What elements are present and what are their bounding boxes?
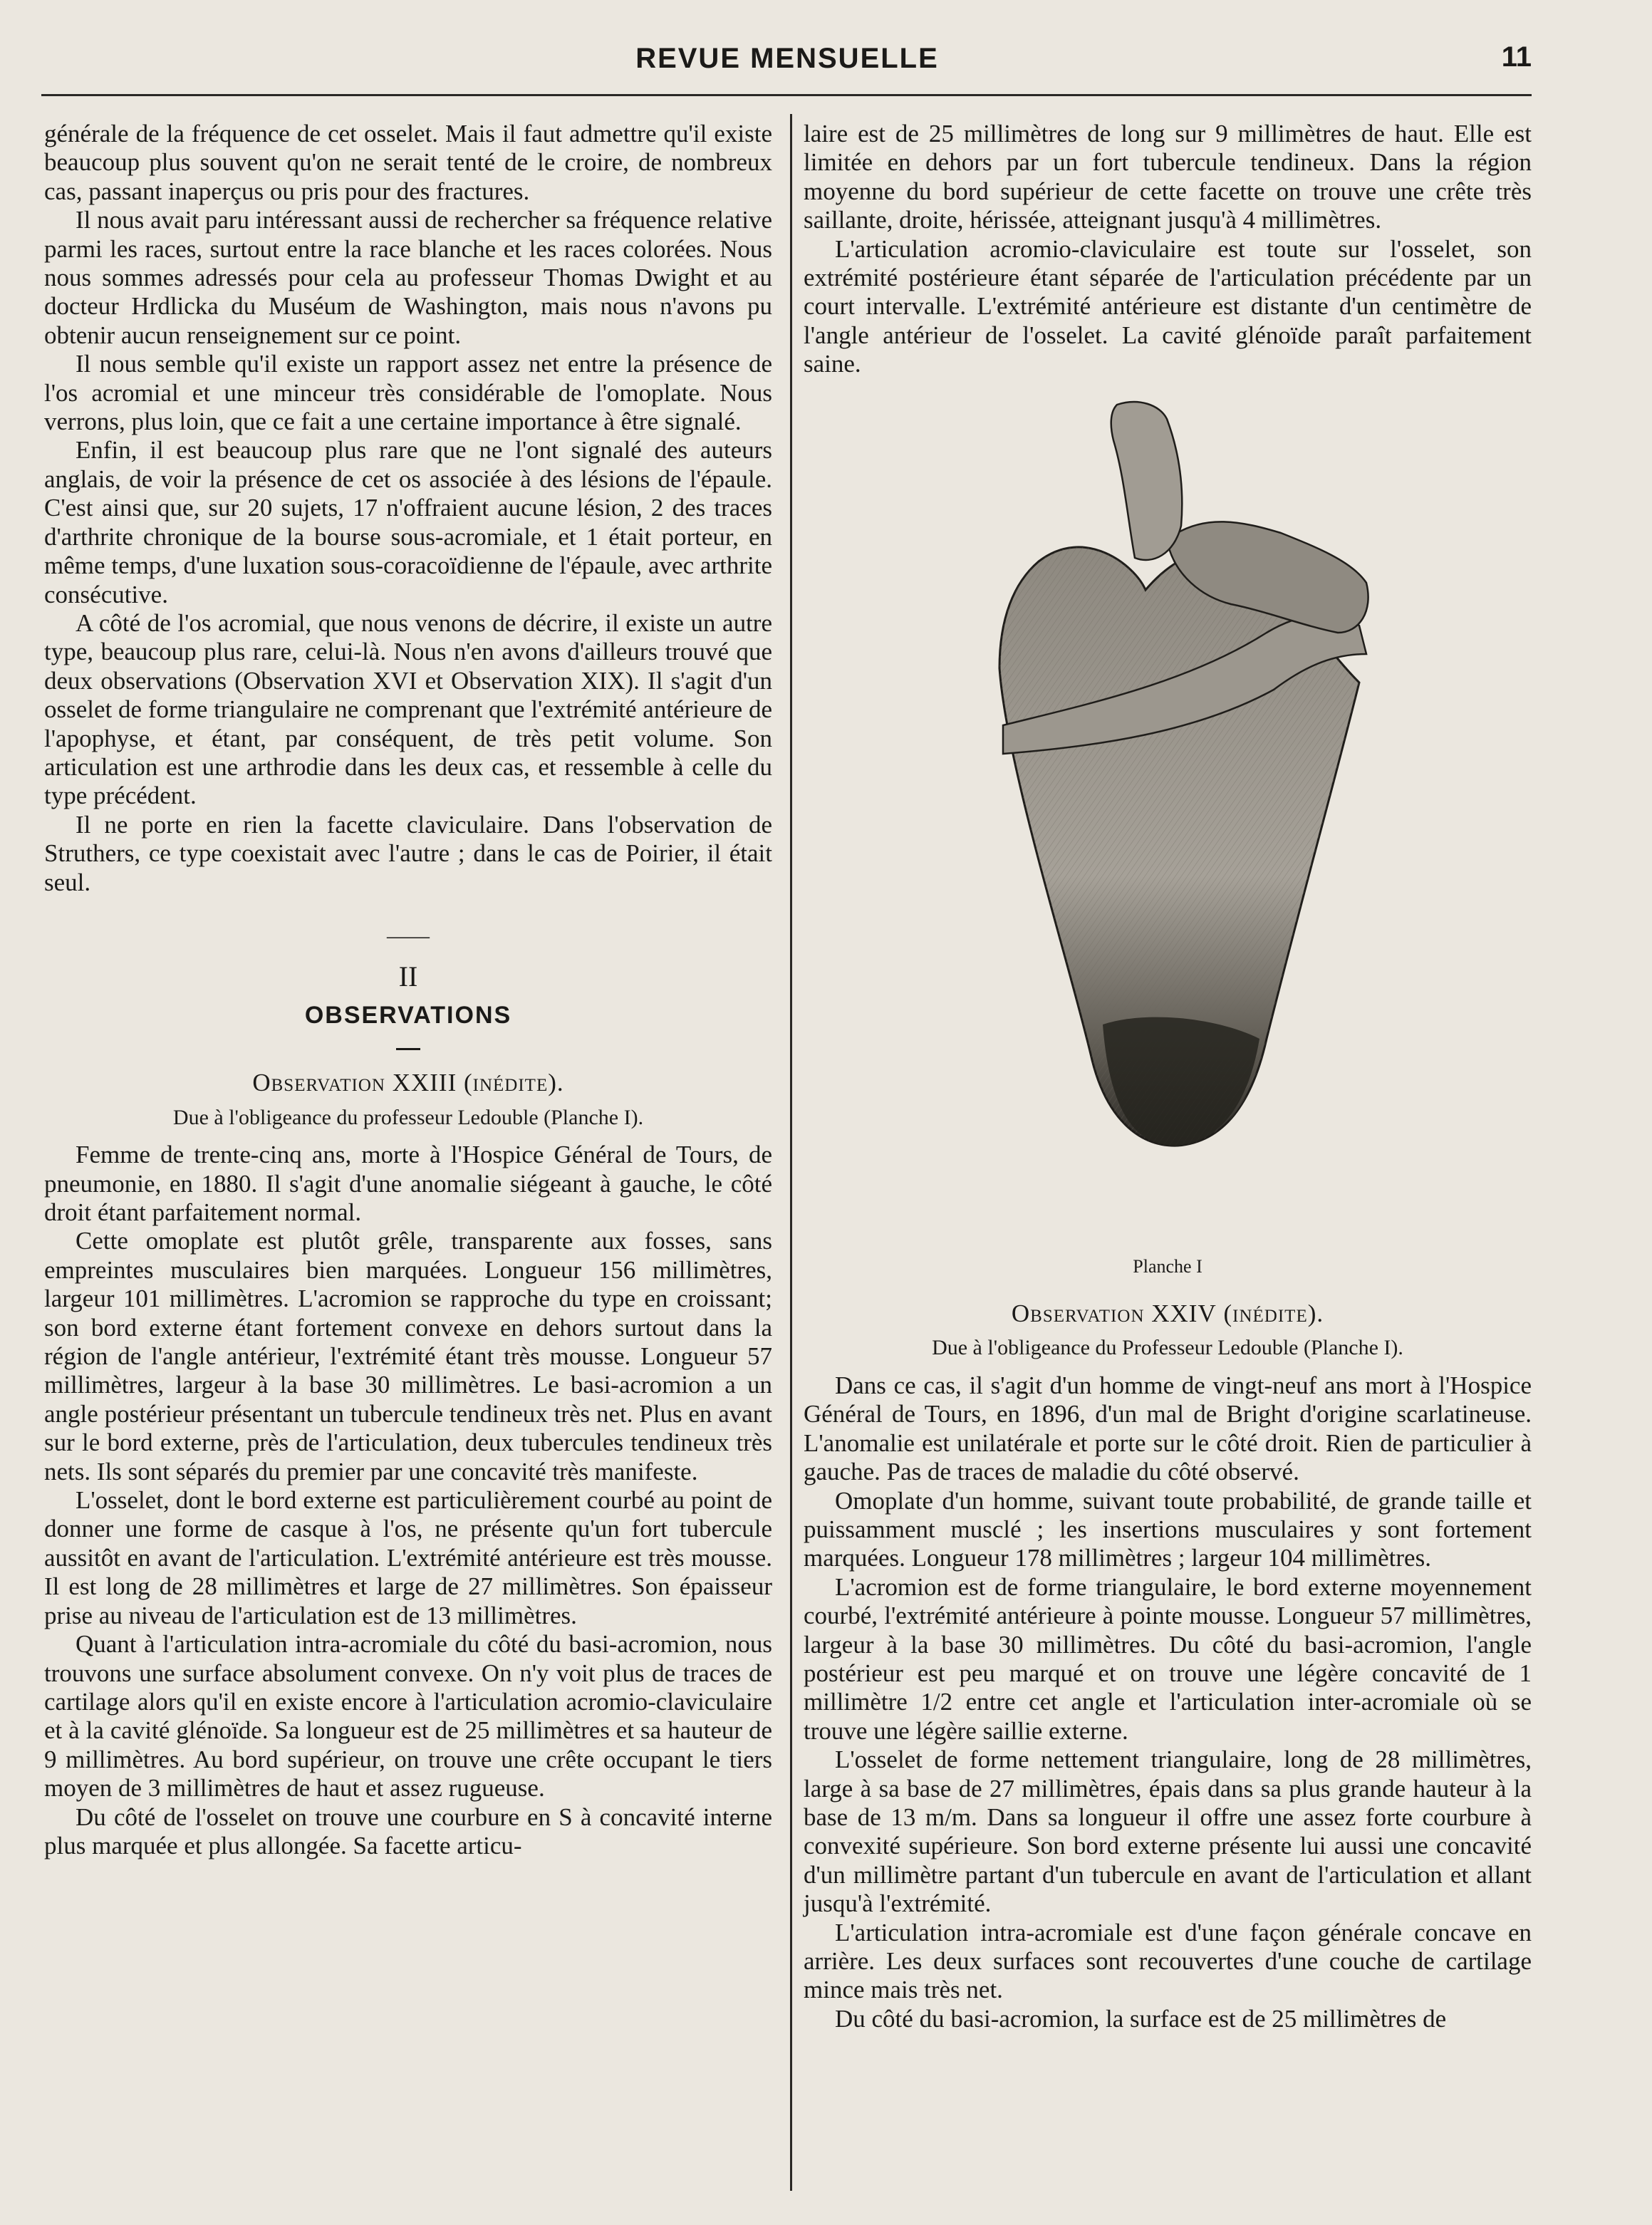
paragraph: Femme de trente-cinq ans, morte à l'Hospice Général de Tours, de pneumonie, en 1880. Il s'agit d'une anomalie siégeant à gauche, le côté droit étant parfaitement normal.: [44, 1141, 772, 1226]
paragraph: Quant à l'articulation intra-acromiale du côté du basi-acromion, nous trouvons une surface absolument convexe. On n'y voit plus de traces de cartilage alors qu'il en existe encore à l'articulation acromio-claviculaire et à la cavité glénoïde. Sa longueur est de 25 millimètres et sa hauteur de 9 millimètres. Au bord supérieur, on trouve une crête occupant le tiers moyen de 3 millimètres de haut et assez rugueuse.: [44, 1630, 772, 1803]
paragraph: générale de la fréquence de cet osselet. Mais il faut admettre qu'il existe beaucoup plus souvent qu'on ne serait tenté de le croire, de nombreux cas, passant inaperçus ou pris pour des fractures.: [44, 120, 772, 205]
observation-name: Observation XXIV: [1011, 1300, 1217, 1328]
right-column: [804, 120, 1532, 2033]
observation-tag: (inédite).: [1223, 1300, 1324, 1328]
paragraph: L'osselet, dont le bord externe est particulièrement courbé au point de donner une forme de casque à l'os, ne présente qu'un fort tubercule aussitôt en avant de l'articulation. L'extrémité antérieure est très mousse. Il est long de 28 millimètres et large de 27 millimètres. Son épaisseur prise au niveau de l'articulation est de 13 millimètres.: [44, 1486, 772, 1629]
paragraph: Dans ce cas, il s'agit d'un homme de vingt-neuf ans mort à l'Hospice Général de Tours, en 1896, d'un mal de Bright d'origine scarlatineuse. L'anomalie est unilatérale et porte sur le côté droit. Rien de particulier à gauche. Pas de traces de maladie du côté observé.: [804, 1371, 1532, 1486]
column-divider: [790, 114, 792, 2191]
section-number: II: [398, 960, 418, 992]
page-header: [43, 37, 1532, 80]
paragraph: Du côté du basi-acromion, la surface est de 25 millimètres de: [835, 2004, 1447, 2033]
paragraph: A côté de l'os acromial, que nous venons de décrire, il existe un autre type, beaucoup plus rare, celui-là. Nous n'en avons d'ailleurs trouvé que deux observations (Observation XVI et Observation XIX). Il s'agit d'un osselet de forme triangulaire ne comprenant que l'extrémité antérieure de l'apophyse, et étant, par conséquent, de très petit volume. Son articulation est une arthrodie dans les deux cas, et ressemble à celle du type précédent.: [44, 608, 772, 810]
page-number: 11: [1501, 41, 1532, 73]
figure-planche-1: [804, 398, 1532, 1238]
section-title: OBSERVATIONS: [304, 1001, 512, 1029]
observation-name: Observation XXIII: [252, 1069, 457, 1097]
scapula-drawing: [932, 398, 1373, 1196]
running-title: REVUE MENSUELLE: [635, 43, 939, 74]
observation-title: [44, 1069, 772, 1097]
observation-subtitle: Due à l'obligeance du professeur Ledouble (Planche I).: [172, 1105, 644, 1129]
paragraph: L'articulation intra-acromiale est d'une façon générale concave en arrière. Les deux surfaces sont recouvertes d'une couche de cartilage mince mais très net.: [804, 1918, 1532, 2004]
paragraph: Il nous avait paru intéressant aussi de rechercher sa fréquence relative parmi les races, surtout entre la race blanche et les races colorées. Nous nous sommes adressés pour cela au professeur Thomas Dwight et au docteur Hrdlicka du Muséum de Washington, mais nous n'avons pu obtenir aucun renseignement sur ce point.: [44, 206, 772, 349]
section-separator: ——: [387, 923, 430, 948]
paragraph: L'acromion est de forme triangulaire, le bord externe moyennement courbé, l'extrémité antérieure à pointe mousse. Longueur 57 millimètres, largeur à la base 30 millimètres. Du côté du basi-acromion, l'angle postérieur est peu marqué et on trouve une légère concavité de 1 millimètre 1/2 entre cet angle et l'articulation inter-acromiale où se trouve une légère saillie externe.: [804, 1572, 1532, 1745]
coracoid-process: [1111, 402, 1183, 560]
paragraph: Omoplate d'un homme, suivant toute probabilité, de grande taille et puissamment musclé ; les insertions musculaires y sont fortement marquées. Longueur 178 millimètres ; largeur 104 millimètres.: [804, 1486, 1532, 1572]
header-rule: [41, 94, 1532, 96]
paragraph: laire est de 25 millimètres de long sur 9 millimètres de haut. Elle est limitée en dehors par un fort tubercule tendineux. Dans la région moyenne du bord supérieur de cette facette on trouve une crête très saillante, droite, hérissée, atteignant jusqu'à 4 millimètres.: [804, 120, 1532, 234]
paragraph: L'articulation acromio-claviculaire est toute sur l'osselet, son extrémité postérieure étant séparée de l'articulation précédente par un court intervalle. L'extrémité antérieure est distante d'un centimètre de l'angle antérieur de l'osselet. La cavité glénoïde paraît parfaitement saine.: [804, 234, 1532, 378]
observation-tag: (inédite).: [464, 1069, 564, 1097]
figure-caption: Planche I: [1133, 1255, 1202, 1277]
left-column: [44, 120, 772, 1860]
paragraph: Enfin, il est beaucoup plus rare que ne l'ont signalé des auteurs anglais, de voir la présence de cet os associée à des lésions de l'épaule. C'est ainsi que, sur 20 sujets, 17 n'offraient aucune lésion, 2 des traces d'arthrite chronique de la bourse sous-acromiale, et 1 était porteur, en même temps, d'une luxation sous-coracoïdienne de l'épaule, avec arthrite consécutive.: [44, 436, 772, 608]
observation-title: [804, 1300, 1532, 1328]
paragraph: Cette omoplate est plutôt grêle, transparente aux fosses, sans empreintes musculaires bien marquées. Longueur 156 millimètres, largeur 101 millimètres. L'acromion se rapproche du type en croissant; son bord externe étant fortement convexe en dehors surtout dans la région de l'angle antérieur, l'extrémité étant très mousse. Longueur 57 millimètres, largeur à la base 30 millimètres. Le basi-acromion a un angle postérieur présentant un tubercule tendineux très net. Plus en avant sur le bord externe, près de l'articulation, deux tubercules tendineux très nets. Ils sont séparés du premier par une concavité très manifeste.: [44, 1227, 772, 1485]
paragraph: Du côté de l'osselet on trouve une courbure en S à concavité interne plus marquée et plus allongée. Sa facette articu-: [44, 1803, 772, 1860]
paragraph: Il nous semble qu'il existe un rapport assez net entre la présence de l'os acromial et une minceur très considérable de l'omoplate. Nous verrons, plus loin, que ce fait a une certaine importance à être signalé.: [44, 350, 772, 436]
paragraph: L'osselet de forme nettement triangulaire, long de 28 millimètres, large à sa base de 27 millimètres, épais dans sa plus grande hauteur à la base de 13 m/m. Dans sa longueur il offre une assez forte courbure à convexité supérieure. Son bord externe présente lui aussi une concavité d'un millimètre partant d'un tubercule en avant de l'articulation et allant jusqu'à l'extrémité.: [804, 1746, 1532, 1918]
paragraph: Il ne porte en rien la facette claviculaire. Dans l'observation de Struthers, ce type coexistait avec l'autre ; dans le cas de Poirier, il était seul.: [44, 810, 772, 896]
observation-subtitle: Due à l'obligeance du Professeur Ledouble (Planche I).: [932, 1336, 1403, 1360]
section-rule: [396, 1048, 420, 1050]
